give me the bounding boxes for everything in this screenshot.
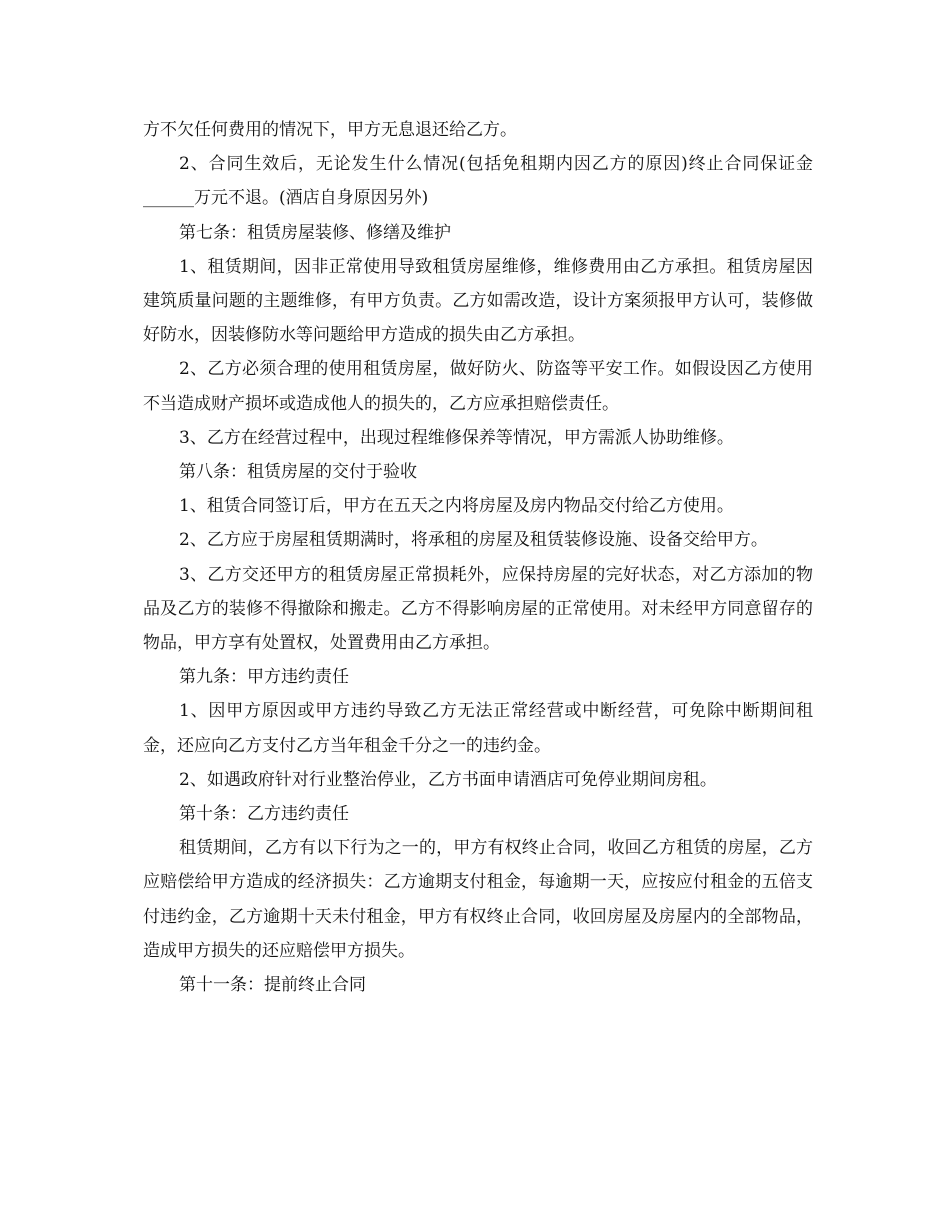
section-heading-8: 第八条：租赁房屋的交付于验收 xyxy=(179,462,417,483)
paragraph-8-1: 1、租赁合同签订后，甲方在五天之内将房屋及房内物品交付给乙方使用。 xyxy=(179,496,734,517)
paragraph-7-3: 3、乙方在经营过程中，出现过程维修保养等情况，甲方需派人协助维修。 xyxy=(179,427,734,448)
section-heading-11: 第十一条：提前终止合同 xyxy=(179,975,366,996)
section-heading-7: 第七条：租赁房屋装修、修缮及维护 xyxy=(179,222,451,243)
paragraph-continuation: 方不欠任何费用的情况下，甲方无息退还给乙方。 xyxy=(143,120,517,140)
paragraph-7-2: 2、乙方必须合理的使用租赁房屋，做好防火、防盗等平安工作。如假设因乙方使用不当造成财产损坏或造成他人的损失的，乙方应承担赔偿责任。 xyxy=(143,359,813,414)
document-body xyxy=(143,113,813,1002)
paragraph-8-3: 3、乙方交还甲方的租赁房屋正常损耗外，应保持房屋的完好状态，对乙方添加的物品及乙方的装修不得撤除和搬走。乙方不得影响房屋的正常使用。对未经甲方同意留存的物品，甲方享有处置权，处置费用由乙方承担。 xyxy=(143,564,813,654)
paragraph-8-2: 2、乙方应于房屋租赁期满时，将承租的房屋及租赁装修设施、设备交给甲方。 xyxy=(179,530,768,551)
section-heading-10: 第十条：乙方违约责任 xyxy=(179,804,349,825)
paragraph-deposit-clause: 2、合同生效后，无论发生什么情况(包括免租期内因乙方的原因)终止合同保证金______万元不退。(酒店自身原因另外) xyxy=(143,154,813,209)
paragraph-9-1: 1、因甲方原因或甲方违约导致乙方无法正常经营或中断经营，可免除中断期间租金，还应向乙方支付乙方当年租金千分之一的违约金。 xyxy=(143,701,813,756)
section-heading-9: 第九条：甲方违约责任 xyxy=(179,667,349,688)
paragraph-9-2: 2、如遇政府针对行业整治停业，乙方书面申请酒店可免停业期间房租。 xyxy=(179,769,717,790)
paragraph-10-body: 租赁期间，乙方有以下行为之一的，甲方有权终止合同，收回乙方租赁的房屋，乙方应赔偿给甲方造成的经济损失：乙方逾期支付租金，每逾期一天，应按应付租金的五倍支付违约金，乙方逾期十天未付租金，甲方有权终止合同，收回房屋及房屋内的全部物品，造成甲方损失的还应赔偿甲方损失。 xyxy=(143,838,813,961)
paragraph-7-1: 1、租赁期间，因非正常使用导致租赁房屋维修，维修费用由乙方承担。租赁房屋因建筑质量问题的主题维修，有甲方负责。乙方如需改造，设计方案须报甲方认可，装修做好防水，因装修防水等问题给甲方造成的损失由乙方承担。 xyxy=(143,256,813,346)
